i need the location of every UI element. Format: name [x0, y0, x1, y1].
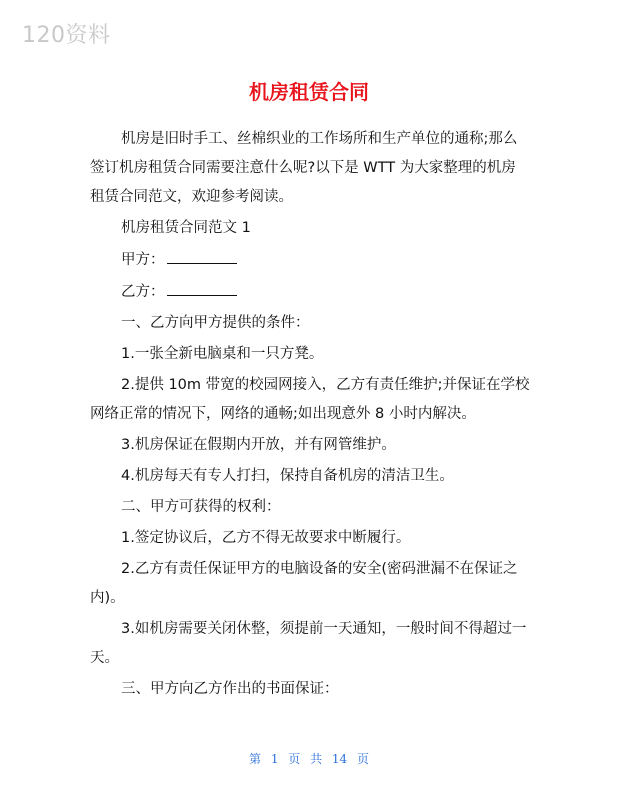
party-b-label: 乙方：: [121, 284, 165, 300]
section2-heading: 二、甲方可获得的权利：: [121, 499, 281, 515]
section1-item-1: 1.一张全新电脑桌和一只方凳。: [121, 346, 324, 362]
party-a-blank: [167, 245, 237, 264]
party-a-label: 甲方：: [121, 252, 165, 268]
document-body: [90, 125, 530, 704]
document-title: 机房租赁合同: [249, 80, 369, 104]
intro-paragraph: 机房是旧时手工、丝棉织业的工作场所和生产单位的通称;那么签订机房租赁合同需要注意什么呢?以下是 WTT 为大家整理的机房租赁合同范文，欢迎参考阅读。: [90, 131, 518, 205]
section3-heading: 三、甲方向乙方作出的书面保证：: [121, 681, 339, 697]
section1-item-2: 2.提供 10m 带宽的校园网接入，乙方有责任维护;并保证在学校网络正常的情况下，网络的通畅;如出现意外 8 小时内解决。: [90, 377, 530, 422]
party-b-line: [90, 277, 530, 307]
section1-heading: 一、乙方向甲方提供的条件：: [121, 315, 310, 331]
party-b-blank: [167, 277, 237, 296]
section2-item-2: 2.乙方有责任保证甲方的电脑设备的安全(密码泄漏不在保证之内)。: [90, 561, 518, 606]
section2-item-3: 3.如机房需要关闭休整，须提前一天通知，一般时间不得超过一天。: [90, 621, 527, 666]
section1-item-4: 4.机房每天有专人打扫，保持自备机房的清洁卫生。: [121, 468, 454, 484]
page-footer: 第 1 页 共 14 页: [249, 752, 369, 766]
party-a-line: [90, 245, 530, 275]
watermark-logo: 120资料: [22, 23, 111, 48]
section1-item-3: 3.机房保证在假期内开放，并有网管维护。: [121, 437, 396, 453]
section2-item-1: 1.签定协议后，乙方不得无故要求中断履行。: [121, 530, 411, 546]
sample-heading: 机房租赁合同范文 1: [121, 220, 251, 236]
